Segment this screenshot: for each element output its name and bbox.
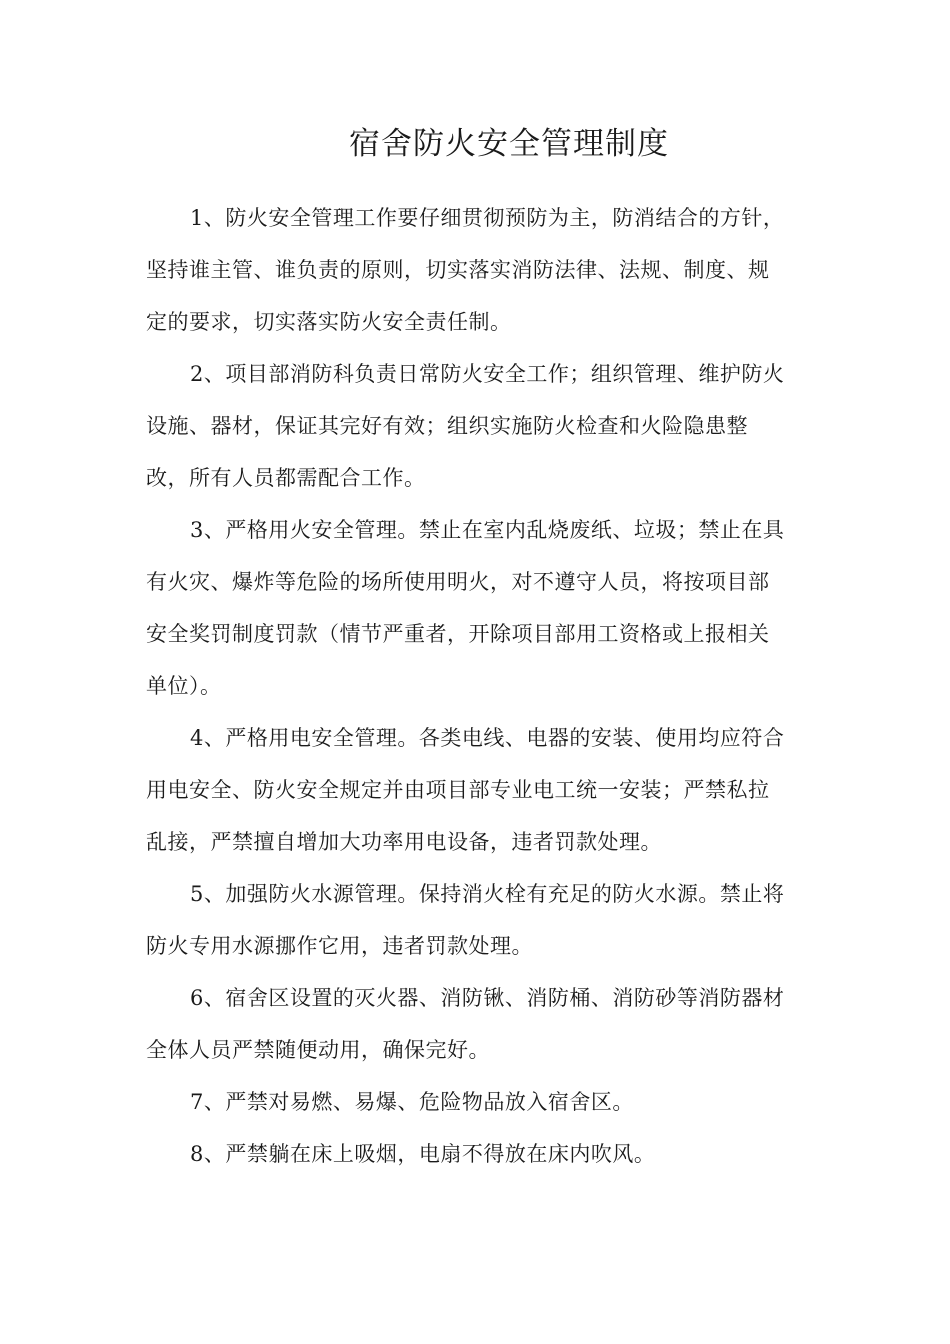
paragraph-line: 8、严禁躺在床上吸烟，电扇不得放在床内吹风。 bbox=[190, 1142, 656, 1166]
paragraph-line: 乱接，严禁擅自增加大功率用电设备，违者罚款处理。 bbox=[146, 830, 662, 854]
rule-paragraph-6 bbox=[146, 972, 826, 1076]
paragraph-line: 3、严格用火安全管理。禁止在室内乱烧废纸、垃圾；禁止在具 bbox=[190, 518, 785, 542]
paragraph-line: 定的要求，切实落实防火安全责任制。 bbox=[146, 310, 512, 334]
paragraph-line: 设施、器材，保证其完好有效；组织实施防火检查和火险隐患整 bbox=[146, 414, 748, 438]
paragraph-line: 安全奖罚制度罚款（情节严重者，开除项目部用工资格或上报相关 bbox=[146, 622, 770, 646]
rule-paragraph-4 bbox=[146, 712, 826, 868]
document-body bbox=[146, 192, 826, 1180]
paragraph-line: 有火灾、爆炸等危险的场所使用明火，对不遵守人员，将按项目部 bbox=[146, 570, 770, 594]
rule-paragraph-7 bbox=[146, 1076, 826, 1128]
paragraph-line: 坚持谁主管、谁负责的原则，切实落实消防法律、法规、制度、规 bbox=[146, 258, 770, 282]
rule-paragraph-5 bbox=[146, 868, 826, 972]
rule-paragraph-2 bbox=[146, 348, 826, 504]
document-title: 宿舍防火安全管理制度 bbox=[349, 126, 669, 162]
paragraph-line: 5、加强防火水源管理。保持消火栓有充足的防火水源。禁止将 bbox=[190, 882, 785, 906]
paragraph-line: 改，所有人员都需配合工作。 bbox=[146, 466, 426, 490]
paragraph-line: 1、防火安全管理工作要仔细贯彻预防为主，防消结合的方针， bbox=[190, 206, 785, 230]
paragraph-line: 全体人员严禁随便动用，确保完好。 bbox=[146, 1038, 490, 1062]
paragraph-line: 2、项目部消防科负责日常防火安全工作；组织管理、维护防火 bbox=[190, 362, 785, 386]
rule-paragraph-1 bbox=[146, 192, 826, 348]
paragraph-line: 6、宿舍区设置的灭火器、消防锹、消防桶、消防砂等消防器材 bbox=[190, 986, 785, 1010]
paragraph-line: 7、严禁对易燃、易爆、危险物品放入宿舍区。 bbox=[190, 1090, 634, 1114]
paragraph-line: 4、严格用电安全管理。各类电线、电器的安装、使用均应符合 bbox=[190, 726, 785, 750]
rule-paragraph-8 bbox=[146, 1128, 826, 1180]
paragraph-line: 用电安全、防火安全规定并由项目部专业电工统一安装；严禁私拉 bbox=[146, 778, 770, 802]
paragraph-line: 防火专用水源挪作它用，违者罚款处理。 bbox=[146, 934, 533, 958]
paragraph-line: 单位）。 bbox=[146, 674, 222, 698]
rule-paragraph-3 bbox=[146, 504, 826, 712]
